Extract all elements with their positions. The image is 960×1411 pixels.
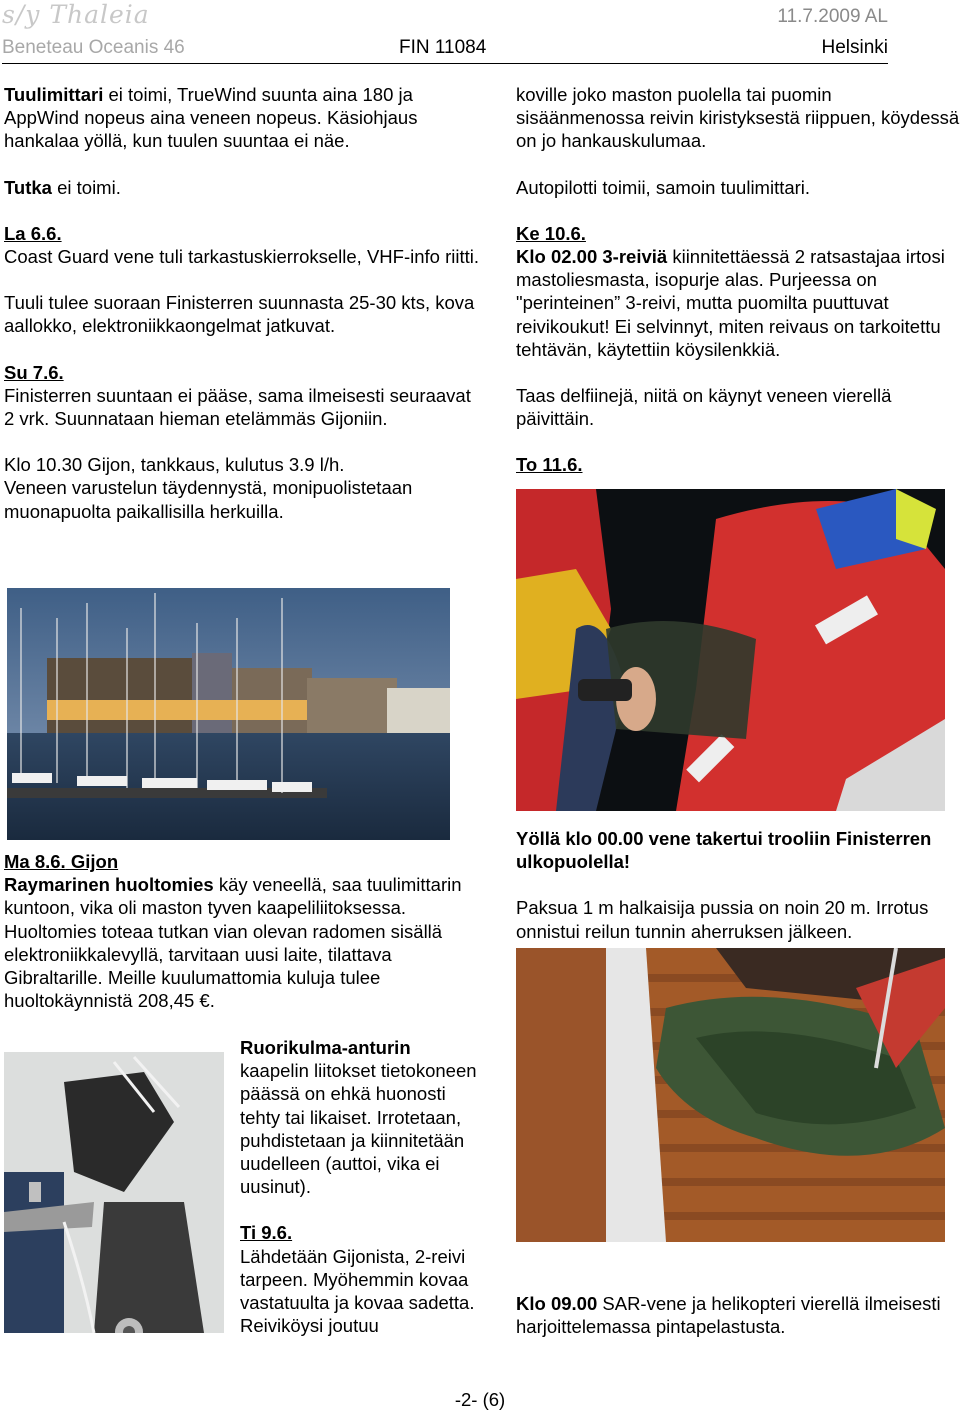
text: kiinnitettäessä 2 ratsastajaa irtosi mastoliesmasta, isopurje alas. Purjeessa on "perinteinen” 3-reivi, mutta puomilta puuttuvat reivikoukut! Ei selvinnyt, miten reivaus on tarkoitettu tehtävän, käytettiin köysilenkkiä. <box>516 246 945 360</box>
heading-date: Ma 8.6. <box>4 851 66 872</box>
bold-term: Tutka <box>4 176 52 198</box>
paragraph-ma <box>4 873 474 1012</box>
bold-term: 00 3-reiviä <box>576 246 668 268</box>
left-column-ma <box>4 850 474 1012</box>
page-number: -2- (6) <box>454 1389 506 1410</box>
net-hauling-photo <box>516 489 945 811</box>
bold-term: Klo 02. <box>516 246 577 268</box>
paragraph-la2: Tuuli tulee suoraan Finisterren suunnasta 25-30 kts, kova aallokko, elektroniikkaongelmat jatkuvat. <box>4 292 475 337</box>
paragraph-sar <box>516 1292 956 1338</box>
left-column-top <box>4 83 479 523</box>
paragraph-ruori: kaapelin liitokset tietokoneen päässä on ehkä huonosti tehty tai likaiset. Irrotetaan, puhdistetaan ja kiinnitetään uudelleen (auttoi, vika ei uusinut). <box>240 1060 477 1198</box>
sensor-photo <box>4 1052 224 1333</box>
heading-su: Su 7.6. <box>4 361 64 383</box>
bold-term: Raymarinen huoltomies <box>4 874 214 896</box>
header-registration: FIN 11084 <box>399 37 487 58</box>
paragraph-su: Finisterren suuntaan ei pääse, sama ilmeisesti seuraavat 2 vrk. Suunnataan hieman etelämmäs Gijoniin. <box>4 384 471 430</box>
header-date: 11.7.2009 AL <box>777 6 888 27</box>
paragraph-klo: Klo 10.30 Gijon, tankkaus, kulutus 3.9 l/h. <box>4 454 345 476</box>
right-column-top <box>516 83 960 477</box>
paragraph-klo2: Veneen varustelun täydennystä, monipuolistetaan muonapuolta paikallisilla herkuilla. <box>4 477 413 522</box>
bold-term: Tuulimittari <box>4 84 104 105</box>
paragraph-net-size: Paksua 1 m halkaisija pussia on noin 20 m. Irrotus onnistui reilun tunnin aherruksen jälkeen. <box>516 897 929 942</box>
text: ei toimi. <box>51 176 121 198</box>
left-column-ruori <box>240 1036 480 1337</box>
heading-to: To 11.6. <box>516 454 583 476</box>
paragraph-dolphins: Taas delfiinejä, niitä on käynyt veneen vierellä päivittäin. <box>516 385 892 430</box>
heading-ti: Ti 9.6. <box>240 1222 293 1244</box>
paragraph-wind-meter <box>4 83 479 153</box>
paragraph-reef-line: koville joko maston puolella tai puomin sisäänmenossa reivin kiristyksestä riippuen, köydessä on jo hankauskulumaa. <box>516 84 960 152</box>
right-column-bottom <box>516 1292 956 1338</box>
heading-place: Gijon <box>65 851 119 872</box>
header-boat: Beneteau Oceanis 46 <box>2 37 185 58</box>
paragraph-ke <box>516 245 960 361</box>
paragraph-trawl: Yöllä klo 00.00 vene takertui trooliin Finisterren ulkopuolella! <box>516 828 932 873</box>
net-on-deck-photo <box>516 948 945 1242</box>
heading-ke: Ke 10.6. <box>516 222 586 244</box>
paragraph-la: Coast Guard vene tuli tarkastuskierrokselle, VHF-info riitti. <box>4 246 480 268</box>
harbour-photo <box>7 588 450 840</box>
text: SAR-vene ja helikopteri vierellä ilmeisesti harjoittelemassa pintapelastusta. <box>516 1293 941 1338</box>
logo: s/y Thaleia <box>2 0 150 29</box>
paragraph-autopilot: Autopilotti toimii, samoin tuulimittari. <box>516 176 811 198</box>
heading-ma <box>4 850 474 873</box>
heading-ruori: Ruorikulma-anturin <box>240 1037 411 1058</box>
text: käy veneellä, saa tuulimittarin kuntoon, vika oli maston tyven kaapeliliitoksessa. Huoltomies toteaa tutkan vian olevan radomen sisällä elektroniikkalevyllä, tarvitaan uusi laite, tilattava Gibraltarille. Meille kuulumattomia kuluja tulee huoltokäynnistä 208,45 €. <box>4 874 462 1012</box>
header-city: Helsinki <box>821 37 888 58</box>
heading-la: La 6.6. <box>4 222 62 244</box>
bold-term: Klo 09.00 <box>516 1293 598 1314</box>
right-column-middle <box>516 827 956 943</box>
header-bar <box>2 35 888 64</box>
text: ei toimi, TrueWind suunta aina 180 ja AppWind nopeus aina veneen nopeus. Käsiohjaus hankalaa yöllä, kun tuulen suuntaa ei näe. <box>4 84 418 152</box>
paragraph-ti: Lähdetään Gijonista, 2-reivi tarpeen. Myöhemmin kovaa vastatuulta ja kovaa sadetta. Reiviköysi joutuu <box>240 1245 475 1337</box>
paragraph-radar <box>4 176 479 199</box>
